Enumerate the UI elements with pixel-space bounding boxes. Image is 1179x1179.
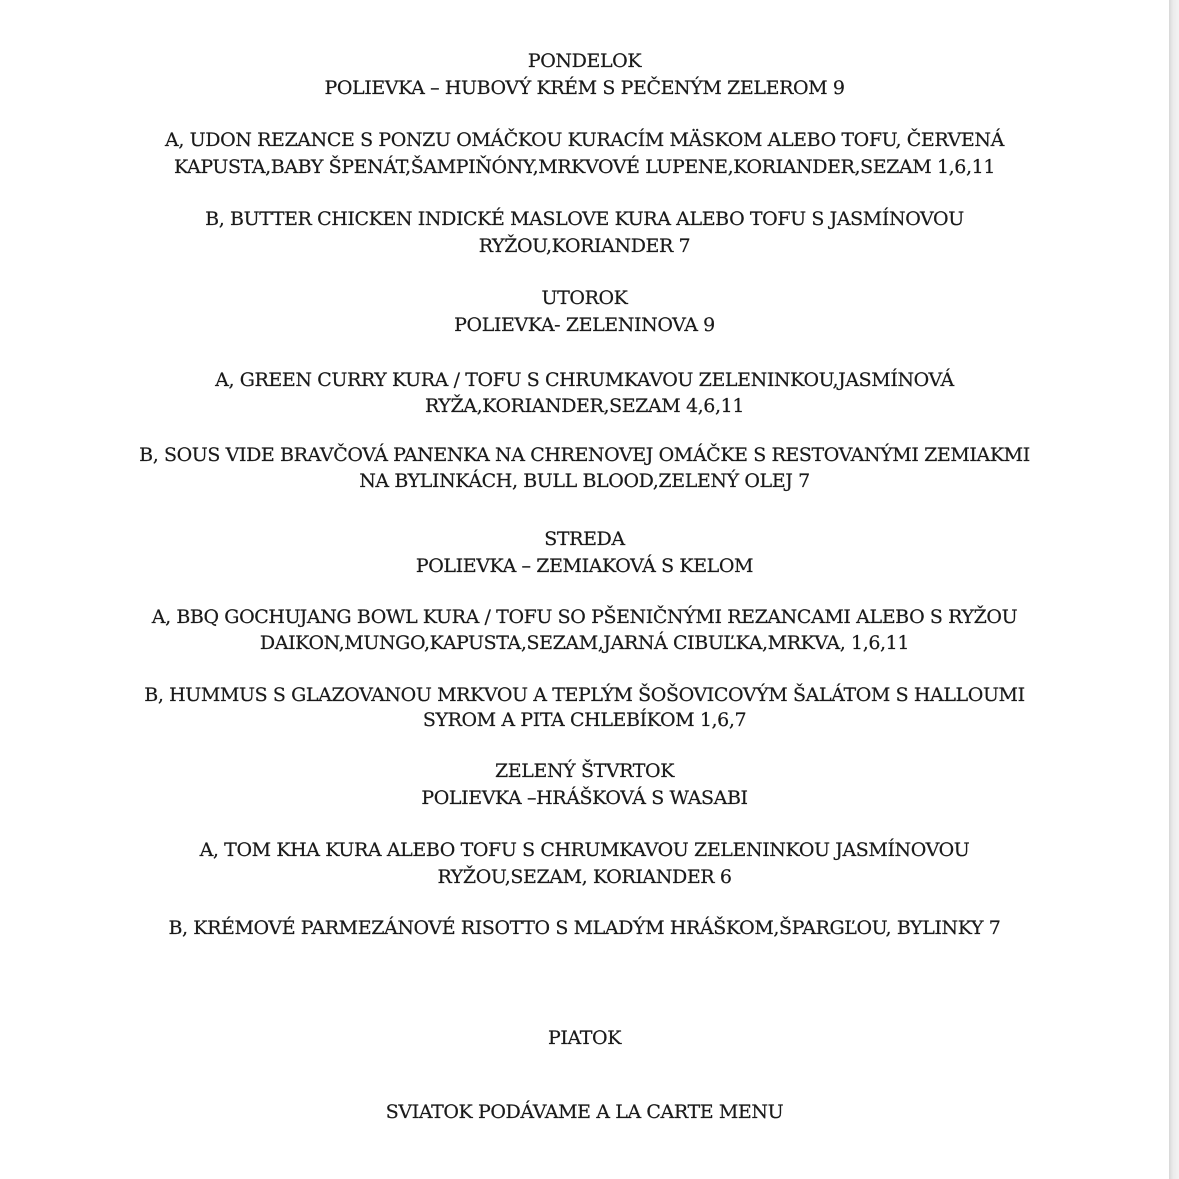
dish-a-tuesday-line2: RYŽA,KORIANDER,SEZAM 4,6,11 [424,395,745,417]
holiday-note-friday: SVIATOK PODÁVAME A LA CARTE MENU [385,1101,784,1123]
page-edge-shadow [1169,0,1179,1179]
soup-monday: POLIEVKA – HUBOVÝ KRÉM S PEČENÝM ZELEROM 9 [324,77,845,99]
dish-b-wednesday-line2: SYROM A PITA CHLEBÍKOM 1,6,7 [422,709,747,731]
dish-b-tuesday-line2: NA BYLINKÁCH, BULL BLOOD,ZELENÝ OLEJ 7 [359,470,810,492]
day-heading-tuesday: UTOROK [541,287,628,309]
dish-b-monday-line2: RYŽOU,KORIANDER 7 [478,235,691,257]
dish-b-monday-line1: B, BUTTER CHICKEN INDICKÉ MASLOVE KURA ALEBO TOFU S JASMÍNOVOU [205,208,964,230]
dish-b-tuesday-line1: B, SOUS VIDE BRAVČOVÁ PANENKA NA CHRENOVEJ OMÁČKE S RESTOVANÝMI ZEMIAKMI [139,444,1030,466]
dish-b-wednesday-line1: B, HUMMUS S GLAZOVANOU MRKVOU A TEPLÝM ŠOŠOVICOVÝM ŠALÁTOM S HALLOUMI [144,684,1025,706]
dish-a-thursday-line1: A, TOM KHA KURA ALEBO TOFU S CHRUMKAVOU ZELENINKOU JASMÍNOVOU [199,839,970,861]
dish-a-tuesday-line1: A, GREEN CURRY KURA / TOFU S CHRUMKAVOU ZELENINKOU,JASMÍNOVÁ [215,369,954,391]
dish-a-monday-line2: KAPUSTA,BABY ŠPENÁT,ŠAMPIŇÓNY,MRKVOVÉ LUPENE,KORIANDER,SEZAM 1,6,11 [173,156,996,178]
soup-tuesday: POLIEVKA- ZELENINOVA 9 [454,314,715,336]
day-heading-thursday: ZELENÝ ŠTVRTOK [495,760,674,782]
dish-a-monday-line1: A, UDON REZANCE S PONZU OMÁČKOU KURACÍM MÄSKOM ALEBO TOFU, ČERVENÁ [165,129,1004,151]
dish-b-thursday: B, KRÉMOVÉ PARMEZÁNOVÉ RISOTTO S MLADÝM HRÁŠKOM,ŠPARGĽOU, BYLINKY 7 [168,917,1001,939]
dish-a-wednesday-line2: DAIKON,MUNGO,KAPUSTA,SEZAM,JARNÁ CIBUĽKA,MRKVA, 1,6,11 [259,632,910,654]
day-heading-wednesday: STREDA [544,528,625,550]
dish-a-thursday-line2: RYŽOU,SEZAM, KORIANDER 6 [437,866,732,888]
dish-a-wednesday-line1: A, BBQ GOCHUJANG BOWL KURA / TOFU SO PŠENIČNÝMI REZANCAMI ALEBO S RYŽOU [151,606,1018,628]
day-heading-friday: PIATOK [547,1027,621,1049]
soup-thursday: POLIEVKA –HRÁŠKOVÁ S WASABI [421,787,748,809]
day-heading-monday: PONDELOK [527,50,642,72]
soup-wednesday: POLIEVKA – ZEMIAKOVÁ S KELOM [415,555,754,577]
